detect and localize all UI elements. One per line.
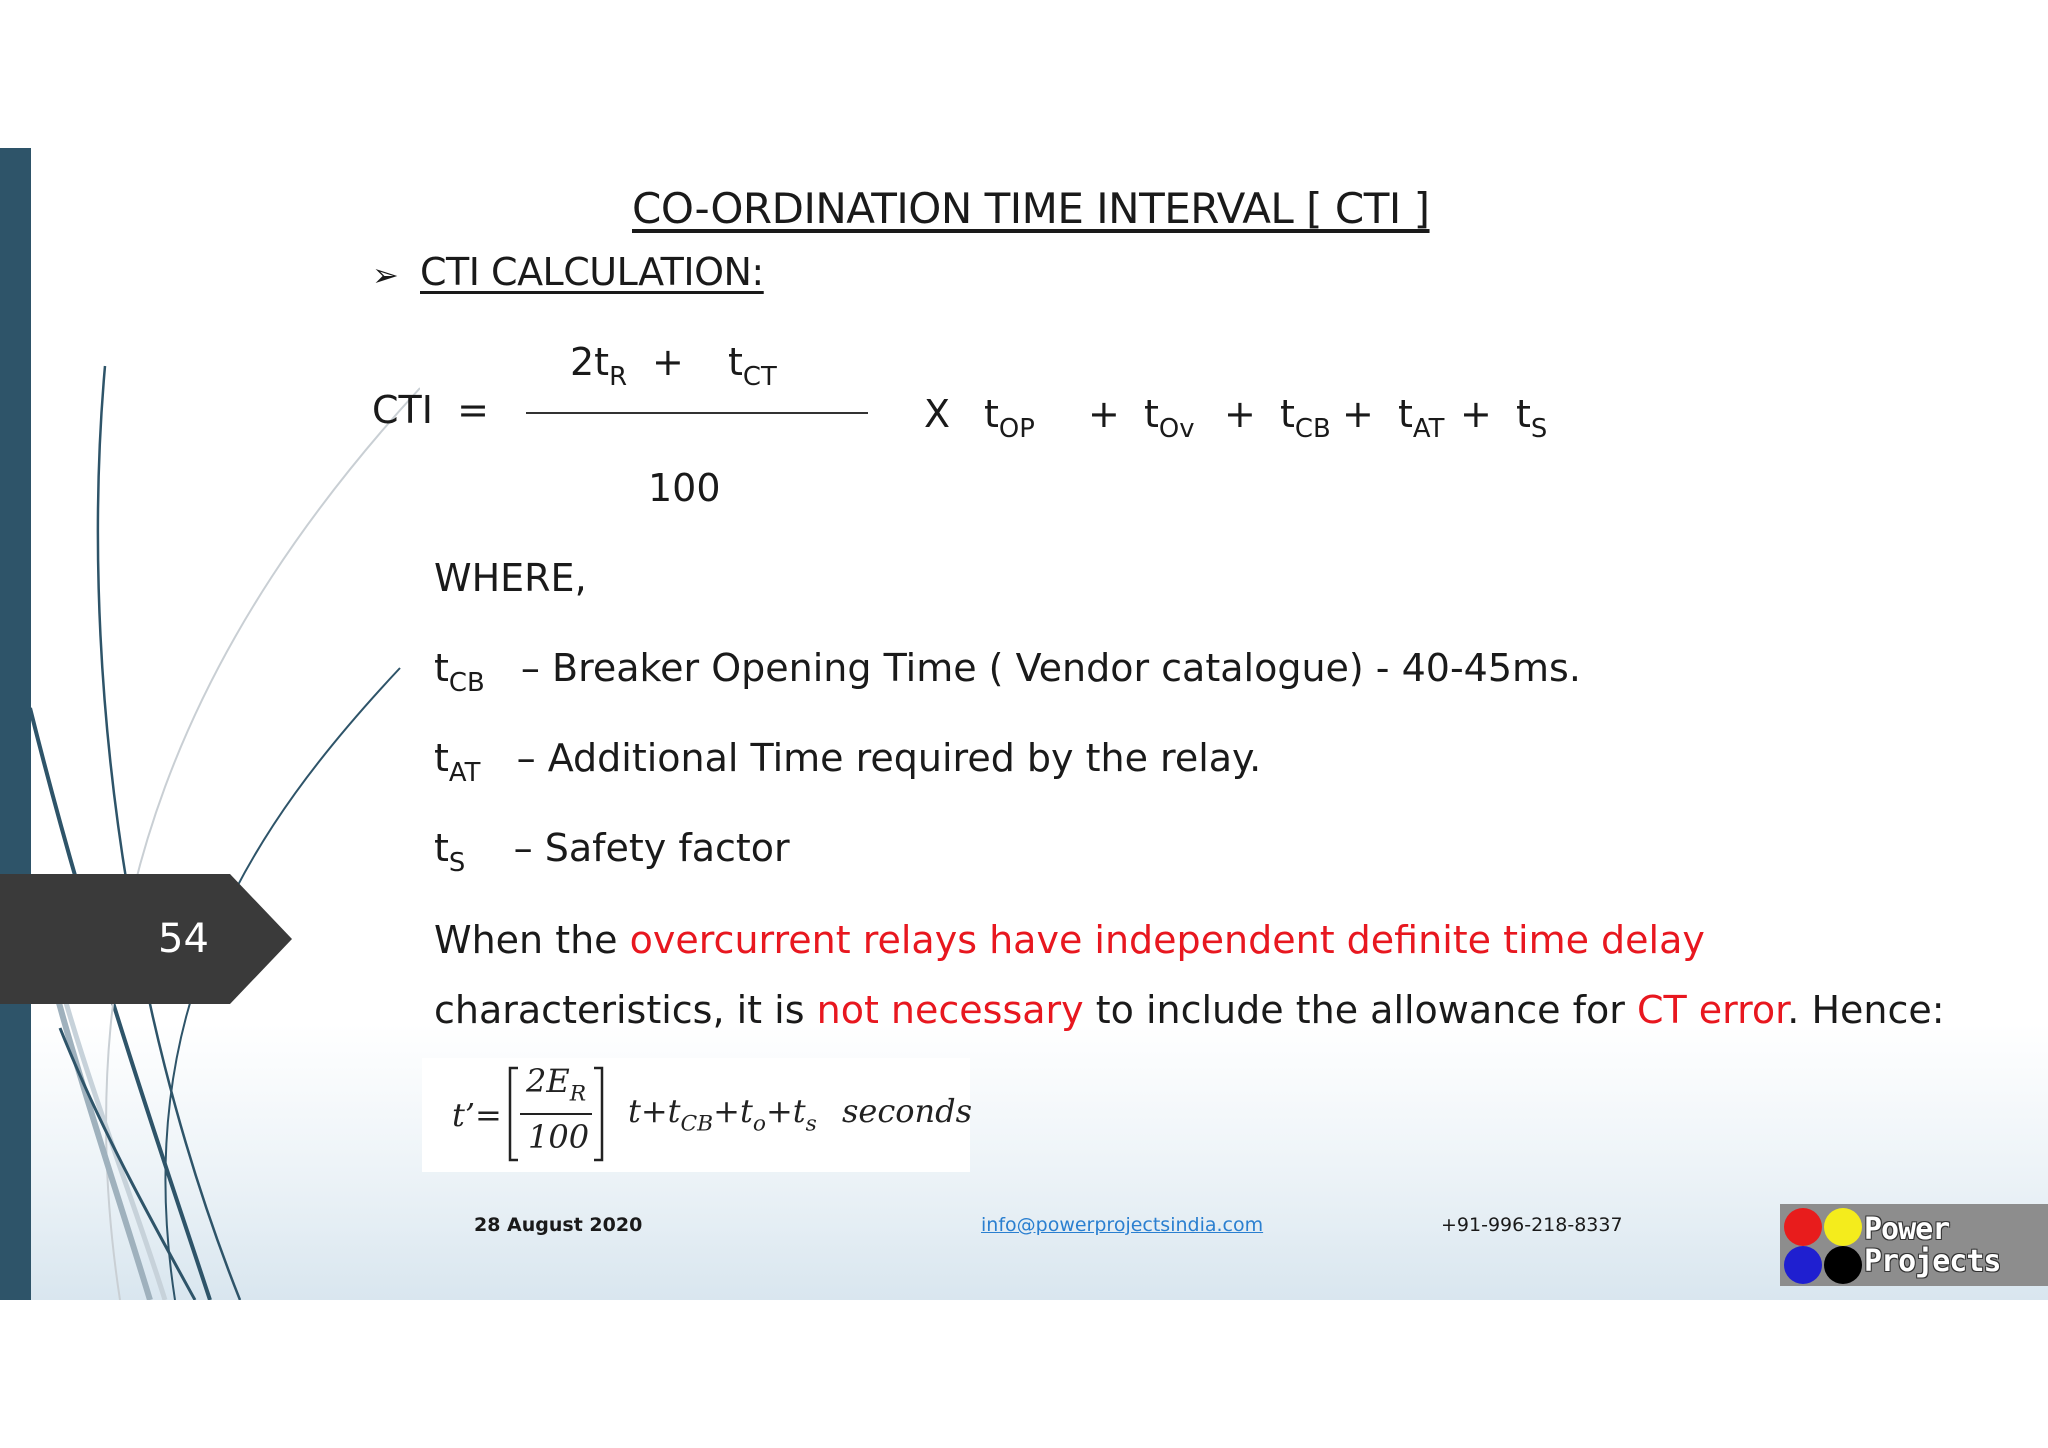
definition-ts: $t_S$ – Safety factor	[434, 826, 790, 878]
equation-lhs: CTI =	[372, 388, 489, 432]
equation-term-top: $t_{OP}$	[984, 392, 1035, 444]
logo-black-dot	[1824, 1246, 1862, 1284]
logo-red-dot	[1784, 1208, 1822, 1246]
logo-text-line2: Projects	[1864, 1244, 2001, 1279]
slide-title: CO-ORDINATION TIME INTERVAL [ CTI ]	[632, 184, 1430, 233]
page-number: 54	[158, 916, 209, 962]
bullet-arrow-icon: ➢	[372, 256, 399, 294]
formula-numerator: $2E_R$	[526, 1062, 587, 1107]
equation-term-tcb: + $t_{CB}$	[1224, 392, 1331, 444]
fraction-line	[526, 412, 868, 414]
decorative-curves	[0, 148, 420, 1300]
paragraph-line-1: When the overcurrent relays have independent definite time delay	[434, 918, 1705, 962]
equation-denominator: 100	[648, 466, 721, 510]
logo-text-line1: Power	[1864, 1212, 1950, 1247]
logo-blue-dot	[1784, 1246, 1822, 1284]
equation-numerator-tct: $t_{CT}$	[728, 340, 777, 392]
equation-term-ts: + $t_S$	[1460, 392, 1548, 444]
paragraph-line-2: characteristics, it is not necessary to include the allowance for CT error. Hence:	[434, 988, 1945, 1032]
formula-lhs: t’=	[452, 1096, 502, 1134]
equation-term-tat: + $t_{AT}$	[1342, 392, 1445, 444]
where-heading: WHERE,	[434, 556, 587, 600]
page-number-badge	[0, 874, 292, 1004]
logo-yellow-dot	[1824, 1208, 1862, 1246]
equation-numerator-plus: +	[652, 340, 684, 384]
definition-tat: $t_{AT}$ – Additional Time required by the relay.	[434, 736, 1262, 788]
formula-unit: seconds	[842, 1092, 973, 1130]
definition-tcb: $t_{CB}$ – Breaker Opening Time ( Vendor catalogue) - 40-45ms.	[434, 646, 1581, 698]
formula-denominator: 100	[528, 1118, 590, 1156]
formula-image	[422, 1058, 973, 1172]
left-accent-bar	[0, 148, 31, 1300]
equation-term-tov: + $t_{Ov}$	[1088, 392, 1195, 444]
footer-date: 28 August 2020	[474, 1214, 643, 1236]
equation-numerator-2tr: $2t_R$	[570, 340, 628, 392]
section-subtitle: CTI CALCULATION:	[420, 250, 764, 294]
slide	[0, 148, 2048, 1300]
footer-email-link[interactable]: info@powerprojectsindia.com	[981, 1214, 1264, 1236]
footer-phone: +91-996-218-8337	[1441, 1214, 1623, 1236]
power-projects-logo	[1780, 1204, 2048, 1286]
equation-times: X	[924, 392, 951, 436]
formula-terms: $t+t_{CB}+t_o+t_s$	[628, 1092, 817, 1137]
